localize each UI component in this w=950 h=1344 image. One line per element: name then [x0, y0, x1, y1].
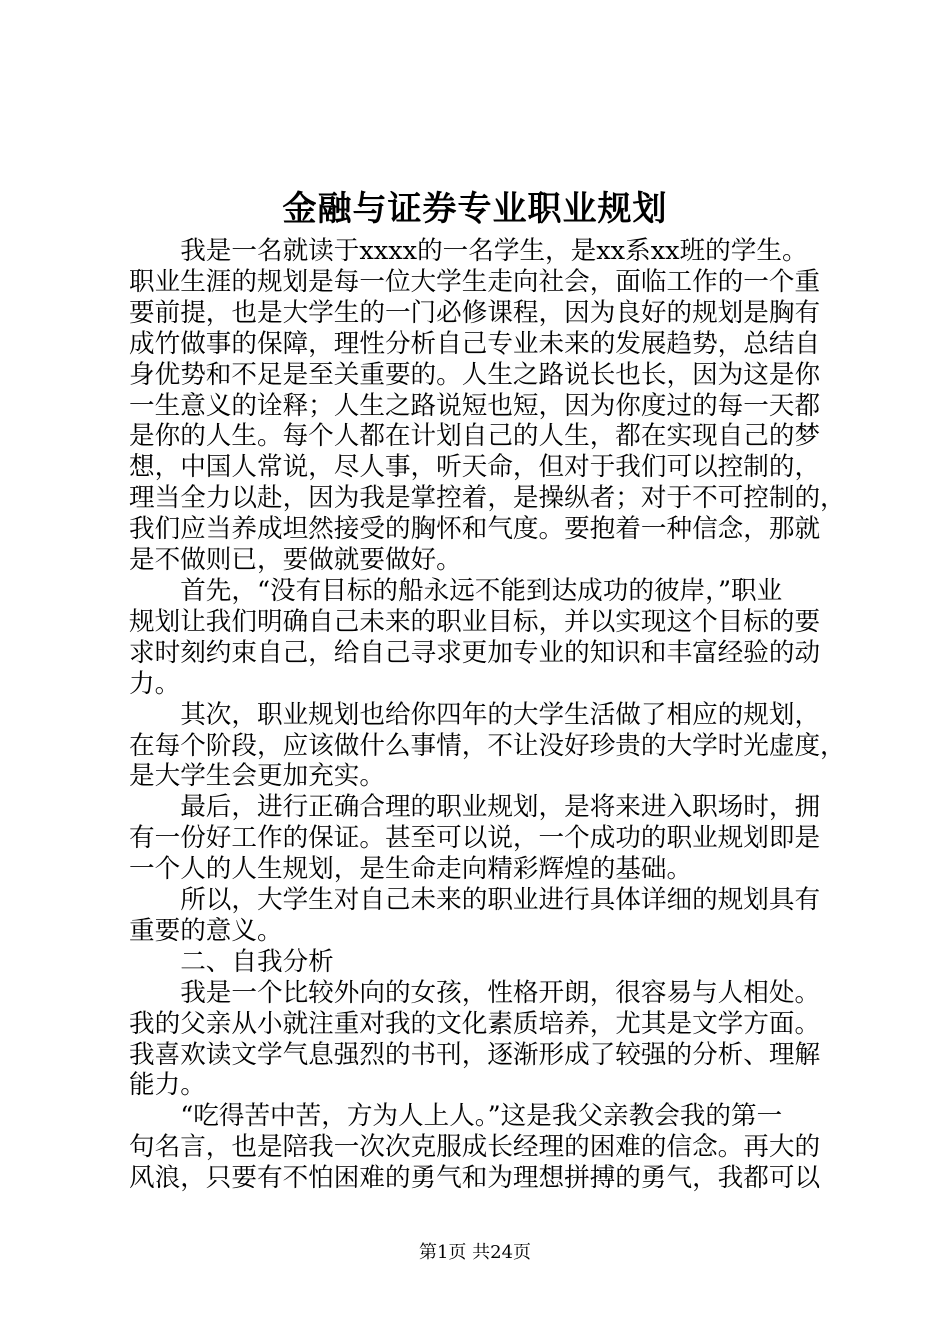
text-line: 能力。	[129, 1070, 206, 1101]
paragraph-first	[129, 576, 834, 700]
text-line: 其次，职业规划也给你四年的大学生活做了相应的规划，	[180, 699, 821, 730]
section-heading	[129, 947, 834, 978]
paragraph-conclusion	[129, 885, 834, 947]
paragraph-last	[129, 792, 834, 885]
text-line: 要前提，也是大学生的一门必修课程，因为良好的规划是胸有	[129, 297, 821, 328]
section-heading-text: 二、自我分析	[180, 946, 334, 977]
text-line: 一生意义的诠释；人生之路说短也短，因为你度过的每一天都	[129, 390, 821, 421]
text-line: 有一份好工作的保证。甚至可以说，一个成功的职业规划即是	[129, 823, 821, 854]
text-line: 一个人的人生规划，是生命走向精彩辉煌的基础。	[129, 854, 693, 885]
text-line: 重要的意义。	[129, 915, 283, 946]
text-line: 句名言，也是陪我一次次克服成长经理的困难的信念。再大的	[129, 1132, 821, 1163]
text-line: 首先，“没有目标的船永远不能到达成功的彼岸，”职业	[180, 575, 783, 606]
paragraph-quote	[129, 1101, 834, 1194]
paragraph-intro	[129, 236, 846, 576]
text-line: 是不做则已，要做就要做好。	[129, 545, 462, 576]
text-line: 在每个阶段，应该做什么事情，不让没好珍贵的大学时光虚度，	[129, 730, 846, 761]
text-line: 想，中国人常说，尽人事，听天命，但对于我们可以控制的，	[129, 452, 821, 483]
text-line: 理当全力以赴，因为我是掌控着，是操纵者；对于不可控制的，	[129, 483, 846, 514]
page-footer: 第1页 共24页	[418, 1242, 532, 1263]
text-line: 我是一个比较外向的女孩，性格开朗，很容易与人相处。	[180, 977, 821, 1008]
text-line: 最后，进行正确合理的职业规划，是将来进入职场时，拥	[180, 792, 821, 823]
text-line: 是大学生会更加充实。	[129, 761, 385, 792]
text-line: 我们应当养成坦然接受的胸怀和气度。要抱着一种信念，那就	[129, 514, 821, 545]
text-line: 风浪，只要有不怕困难的勇气和为理想拼搏的勇气，我都可以	[129, 1163, 821, 1194]
text-line: 规划让我们明确自己未来的职业目标，并以实现这个目标的要	[129, 606, 821, 637]
text-line: 力。	[129, 668, 181, 699]
document-title: 金融与证券专业职业规划	[282, 189, 668, 229]
text-line: 身优势和不足是至关重要的。人生之路说长也长，因为这是你	[129, 359, 821, 390]
text-line: 职业生涯的规划是每一位大学生走向社会，面临工作的一个重	[129, 266, 821, 297]
text-line: 是你的人生。每个人都在计划自己的人生，都在实现自己的梦	[129, 421, 821, 452]
text-line: 成竹做事的保障，理性分析自己专业未来的发展趋势，总结自	[129, 328, 821, 359]
text-line: 所以，大学生对自己未来的职业进行具体详细的规划具有	[180, 885, 821, 916]
text-line: 我是一名就读于xxxx的一名学生，是xx系xx班的学生。	[180, 236, 808, 266]
text-line: 我喜欢读文学气息强烈的书刊，逐渐形成了较强的分析、理解	[129, 1039, 821, 1070]
text-line: 求时刻约束自己，给自己寻求更加专业的知识和丰富经验的动	[129, 637, 821, 668]
document-body	[129, 236, 846, 1194]
text-line: “吃得苦中苦，方为人上人。”这是我父亲教会我的第一	[180, 1101, 783, 1132]
paragraph-second	[129, 699, 846, 793]
paragraph-self-analysis	[129, 978, 834, 1102]
text-line: 我的父亲从小就注重对我的文化素质培养，尤其是文学方面。	[129, 1008, 821, 1039]
